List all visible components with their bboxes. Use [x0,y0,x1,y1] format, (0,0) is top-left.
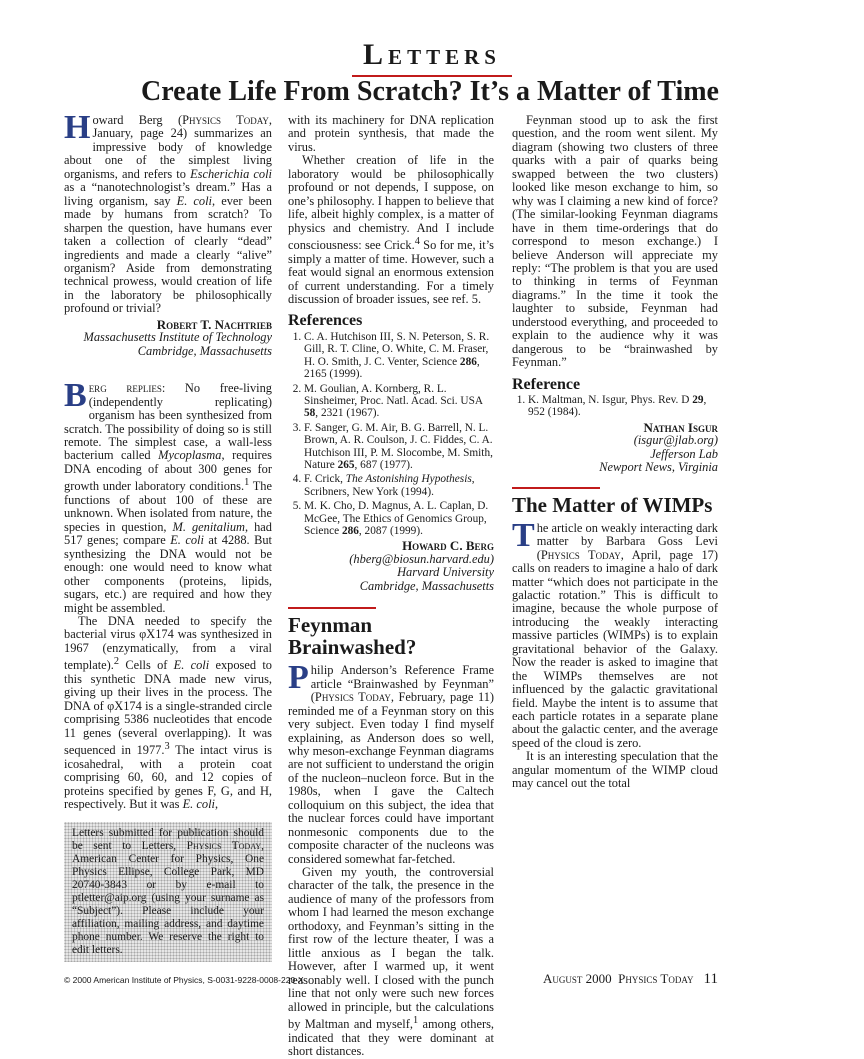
column-2 [288,114,494,1059]
author-affiliation: Jefferson Lab [650,446,718,461]
references-heading: References [288,312,363,330]
signature-isgur [512,421,718,475]
reply-berg-continued: with its machinery for DNA replication and protein synthesis, that made the virus. [288,113,494,154]
section-title: Letters [363,38,501,71]
headline: Create Life From Scratch? It’s a Matter of Time [141,76,719,107]
letter-wimps-text: The article on weakly interacting dark matter by Barbara Goss Levi (Physics Today, April, page 17) calls on readers to imagine a halo of dark matter “which does not participate in the galactic rotation.” This is difficult to imagine, because the whole purpose of introducing the weakly interacting massive particles (WIMPs) is to explain gravitational behavior of the Galaxy. Now the reader is asked to imagine that the WIMPs themselves are not influenced by the galactic gravitational field. Maybe the intent is to assume that each particle rotates in a separate plane about the galactic center, and the average speed of the cloud is zero. [512,516,718,750]
issue-date: August 2000 [543,971,612,986]
page-footer [543,971,718,988]
author-affiliation: Massachusetts Institute of Technology [83,330,272,345]
journal-name: Physics Today [182,113,269,127]
dropcap: P [288,659,309,697]
reference-item: 2. M. Goulian, A. Kornberg, R. L. Sinsheimer, Proc. Natl. Acad. Sci. USA 58, 2321 (1967). [304,383,494,420]
author-location: Newport News, Virginia [599,460,718,475]
author-affiliation: Harvard University [397,565,494,580]
reference-heading: Reference [512,375,581,393]
letter-title: The Matter of WIMPs [512,492,713,517]
dropcap: T [512,516,535,554]
author-name: Robert T. Nachtrieb [156,316,272,332]
author-location: Cambridge, Massachusetts [137,343,272,358]
reference-item: 1. K. Maltman, N. Isgur, Phys. Rev. D 29, 952 (1984). [528,394,718,419]
journal-name: Physics Today [618,971,694,986]
letter-isgur-paragraph-2: Given my youth, the controversial character of the talk, the presence in the audience of many of the professors from whom I had learned the meson exchange orthodoxy, and Feynman’s sitting in the first row of the lecture theater, I was a little anxious as I began the talk. However, after I warmed up, it went reasonably well. I closed with the punch line that not only were such new forces allowed in principle, but the calculations by Maltman and myself,$^1$ among others, indicated that they were dominant at short distances. [288,865,494,1059]
references-list [288,331,494,538]
reply-berg-text: Berg replies: No free-living (independently replicating) organism has been synthesized from scratch. The possibility of doing so is still remote. The simplest case, a wall-less bacterium called Mycoplasma, requires DNA encoding of about 300 genes for growth under laboratory conditions.$^1$ The functions of about 100 of these are unknown. When isolated from nature, the species in question, M. genitalium, had 517 genes; compare E. coli at 4288. But synthesizing the DNA would not be enough: one would need to know what other components (proteins, lipids, sugars, etc.) are required and how they might be assembled. [64,377,272,615]
reply-berg-paragraph-2: The DNA needed to specify the bacterial virus φX174 was synthesized in 1967 (enzymatically, from a viral template).$^2$ Cells of E. coli exposed to this synthetic DNA made new virus, giving up their lives in the process. The DNA of φX174 is a single-stranded circle comprising 5386 nucleotides that encode 11 genes (several overlapping). It was sequenced in 1977.$^3$ The intact virus is icosahedral, with a protein coat comprising 60, 60, and 12 copies of proteins specified by genes F, G, and H, respectively. But it was E. coli, [64,613,272,812]
letter-isgur-paragraph-3: Feynman stood up to ask the first question, and the room went silent. My diagram (showing two clusters of three quarks with a pair of quarks being swapped between the two clusters) looked like meson exchange to him, so why was I claiming a new kind of force? (The similar-looking Feynman diagrams have in them time-orderings that do correspond to meson exchange.) I believe Anderson will appreciate my reply: “The problem is that you are used to thinking in terms of Feynman diagrams.” In the time it took the laughter to subside, Feynman had understood everything, and proceeded to explain to the audience why it was dangerous to be “brainwashed by Feynman.” [512,113,718,370]
reference-item: 3. F. Sanger, G. M. Air, B. G. Barrell, N. L. Brown, A. R. Coulson, J. C. Fiddes, C. A. Hutchison III, P. M. Slocombe, M. Smith, Nature 265, 687 (1977). [304,422,494,472]
journal-name: Physics Today [314,690,391,705]
subhead-rule [288,607,376,609]
reference-item: 5. M. K. Cho, D. Magnus, A. L. Caplan, D. McGee, The Ethics of Genomics Group, Science 286, 2087 (1999). [304,500,494,537]
page-number: 11 [703,971,718,987]
letter-wimps [512,487,718,791]
journal-name: Physics Today [540,547,621,562]
reference-list [512,394,718,419]
column-1 [64,109,273,962]
subhead-rule [512,487,600,489]
dropcap: H [64,109,91,146]
author-email: (isgur@jlab.org) [633,433,718,448]
letter-isgur-text: Philip Anderson’s Reference Frame article “Brainwashed by Feynman” (Physics Today, February, page 11) reminded me of a Feynman story on this very subject. Even today I find myself explaining, as Anderson does so well, why meson-exchange Feynman diagrams are not sufficient to understand the origin of the nucleon–nucleon force. But in the 1980s, when I gave the Caltech colloquium on this subject, the idea that the nuclear forces could have important nonmesonic components due to the composite character of the nucleons was considered somewhat far-fetched. [288,659,495,866]
signature-berg [288,539,494,593]
reply-lead: erg replies [88,381,162,396]
author-name: Howard C. Berg [402,538,494,554]
reply-berg-paragraph-3: Whether creation of life in the laboratory would be philosophically profound or not depends, I suppose, on one’s philosophy. I happen to believe that life, albeit highly complex, is a matter of physics and chemistry. And I include consciousness: see Crick.$^4$ So for me, it’s simply a matter of time. However, such a feat would signal an enormous extension of current understanding. For a timely discussion of broader issues, see ref. 5. [288,153,495,307]
letter-feynman [288,607,494,1058]
letter-wimps-paragraph-2: It is an interesting speculation that the angular momentum of the WIMP cloud may cancel out the total [512,749,718,791]
submission-notice: Letters submitted for publication should be sent to Letters, Physics Today, American Center for Physics, One Physics Ellipse, College Park, MD 20740-3843 or by e-mail to ptletter@aip.org (using your surname as “Subject”). Please include your affiliation, mailing address, and daytime phone number. We reserve the right to edit letters. [64,822,272,962]
copyright-line: © 2000 American Institute of Physics, S-0031-9228-0008-220-X [64,975,304,985]
author-name: Nathan Isgur [643,419,718,435]
author-location: Cambridge, Massachusetts [359,578,494,593]
author-email: (hberg@biosun.harvard.edu) [349,551,494,566]
signature-nachtrieb [64,318,272,358]
reference-item: 1. C. A. Hutchison III, S. N. Peterson, S. R. Gill, R. T. Cline, O. White, C. M. Fraser, H. O. Smith, J. C. Venter, Science 286, 2165 (1999). [304,331,494,381]
reference-item: 4. F. Crick, The Astonishing Hypothesis, Scribners, New York (1994). [304,473,494,498]
column-3 [512,114,718,791]
page-header [0,38,864,77]
letter-title: Feynman Brainwashed? [288,613,417,660]
dropcap: B [64,377,87,415]
letter-nachtrieb-text: Howard Berg (Physics Today, January, page 24) summarizes an impressive body of knowledge about one of the simplest living organisms, and refers to Escherichia coli as a “nanotechnologist’s dream.” Has a living organism, say E. coli, ever been made by humans from scratch? To sharpen the question, have humans ever taken a collection of clearly “dead” ingredients and made a clearly “alive” organism? Aside from demonstrating technical prowess, would creation of life in the laboratory be philosophically profound or trivial? [64,109,273,316]
